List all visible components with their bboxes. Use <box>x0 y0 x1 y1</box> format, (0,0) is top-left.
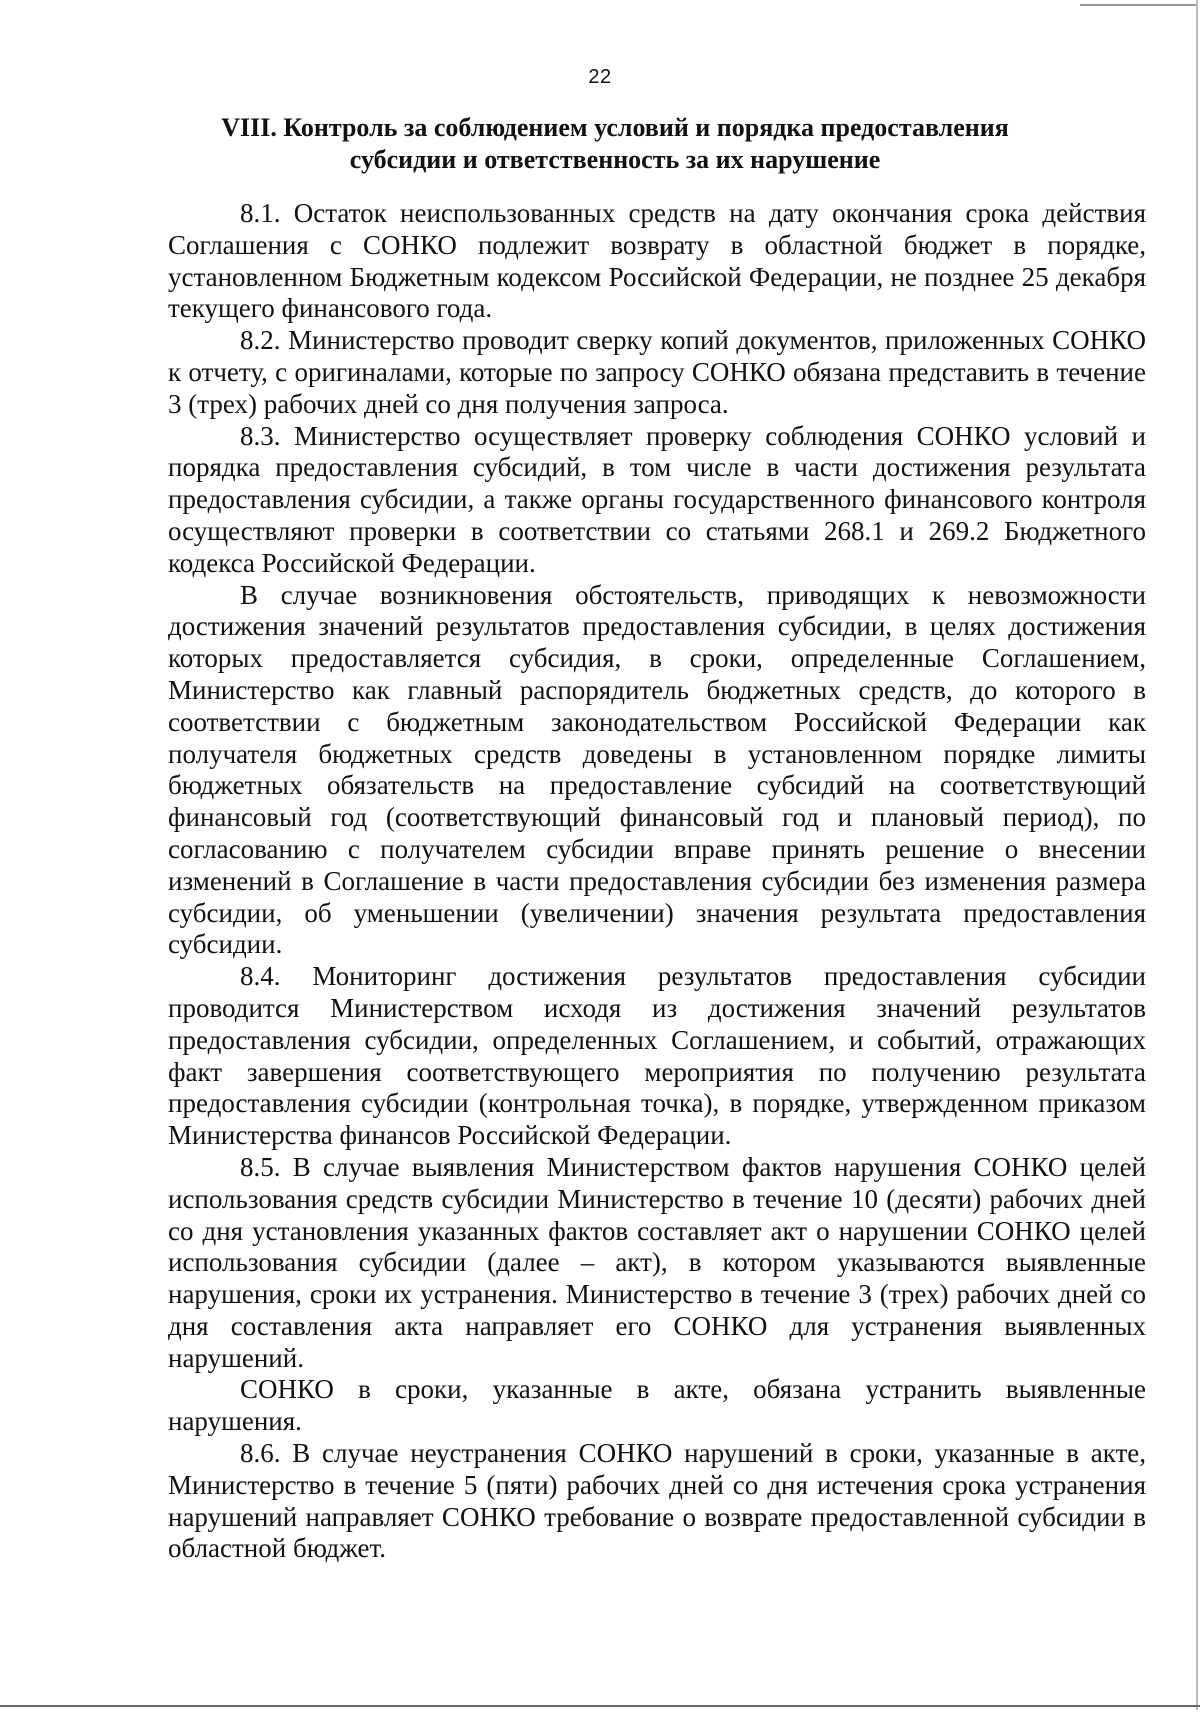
section-heading-line-2: субсидии и ответственность за их нарушение <box>349 145 881 174</box>
paragraph-8-6: 8.6. В случае неустранения СОНКО нарушений в сроки, указанные в акте, Министерство в течение 5 (пяти) рабочих дней со дня истечения срока устранения нарушений направляет СОНКО требование о возврате предоставленной субсидии в областной бюджет. <box>168 1438 1146 1564</box>
document-body <box>168 198 1146 1565</box>
paragraph-8-4: 8.4. Мониторинг достижения результатов предоставления субсидии проводится Министерством исходя из достижения значений результатов предоставления субсидии, определенных Соглашением, и событий, отражающих факт завершения соответствующего мероприятия по получению результата предоставления субсидии (контрольная точка), в порядке, утвержденном приказом Министерства финансов Российской Федерации. <box>168 961 1146 1151</box>
paragraph-8-5: 8.5. В случае выявления Министерством фактов нарушения СОНКО целей использования средств субсидии Министерство в течение 10 (десяти) рабочих дней со дня установления указанных фактов составляет акт о нарушении СОНКО целей использования субсидии (далее – акт), в котором указываются выявленные нарушения, сроки их устранения. Министерство в течение 3 (трех) рабочих дней со дня составления акта направляет его СОНКО для устранения выявленных нарушений. <box>168 1151 1146 1373</box>
paragraph-8-5-continuation: СОНКО в сроки, указанные в акте, обязана устранить выявленные нарушения. <box>168 1374 1146 1437</box>
paragraph-8-1: 8.1. Остаток неиспользованных средств на дату окончания срока действия Соглашения с СОНКО подлежит возврату в областной бюджет в порядке, установленном Бюджетным кодексом Российской Федерации, не позднее 25 декабря текущего финансового года. <box>168 198 1146 324</box>
scan-edge-bottom <box>0 1705 1200 1707</box>
paragraph-8-3: 8.3. Министерство осуществляет проверку соблюдения СОНКО условий и порядка предоставления субсидий, в том числе в части достижения результата предоставления субсидии, а также органы государственного финансового контроля осуществляют проверки в соответствии со статьями 268.1 и 269.2 Бюджетного кодекса Российской Федерации. <box>168 420 1146 578</box>
paragraph-8-3-continuation: В случае возникновения обстоятельств, приводящих к невозможности достижения значений результатов предоставления субсидии, в целях достижения которых предоставляется субсидия, в сроки, определенные Соглашением, Министерство как главный распорядитель бюджетных средств, до которого в соответствии с бюджетным законодательством Российской Федерации как получателя бюджетных средств доведены в установленном порядке лимиты бюджетных обязательств на предоставление субсидий на соответствующий финансовый год (соответствующий финансовый год и плановый период), по согласованию с получателем субсидии вправе принять решение о внесении изменений в Соглашение в части предоставления субсидии без изменения размера субсидии, об уменьшении (увеличении) значения результата предоставления субсидии. <box>168 579 1146 960</box>
section-heading-line-1: VIII. Контроль за соблюдением условий и порядка предоставления <box>221 113 1009 142</box>
scan-edge-right <box>1196 0 1198 1710</box>
paragraph-8-2: 8.2. Министерство проводит сверку копий документов, приложенных СОНКО к отчету, с оригиналами, которые по запросу СОНКО обязана представить в течение 3 (трех) рабочих дней со дня получения запроса. <box>168 325 1146 419</box>
section-heading <box>160 112 1070 176</box>
scan-edge-top <box>1080 4 1198 6</box>
page-number: 22 <box>588 66 612 88</box>
